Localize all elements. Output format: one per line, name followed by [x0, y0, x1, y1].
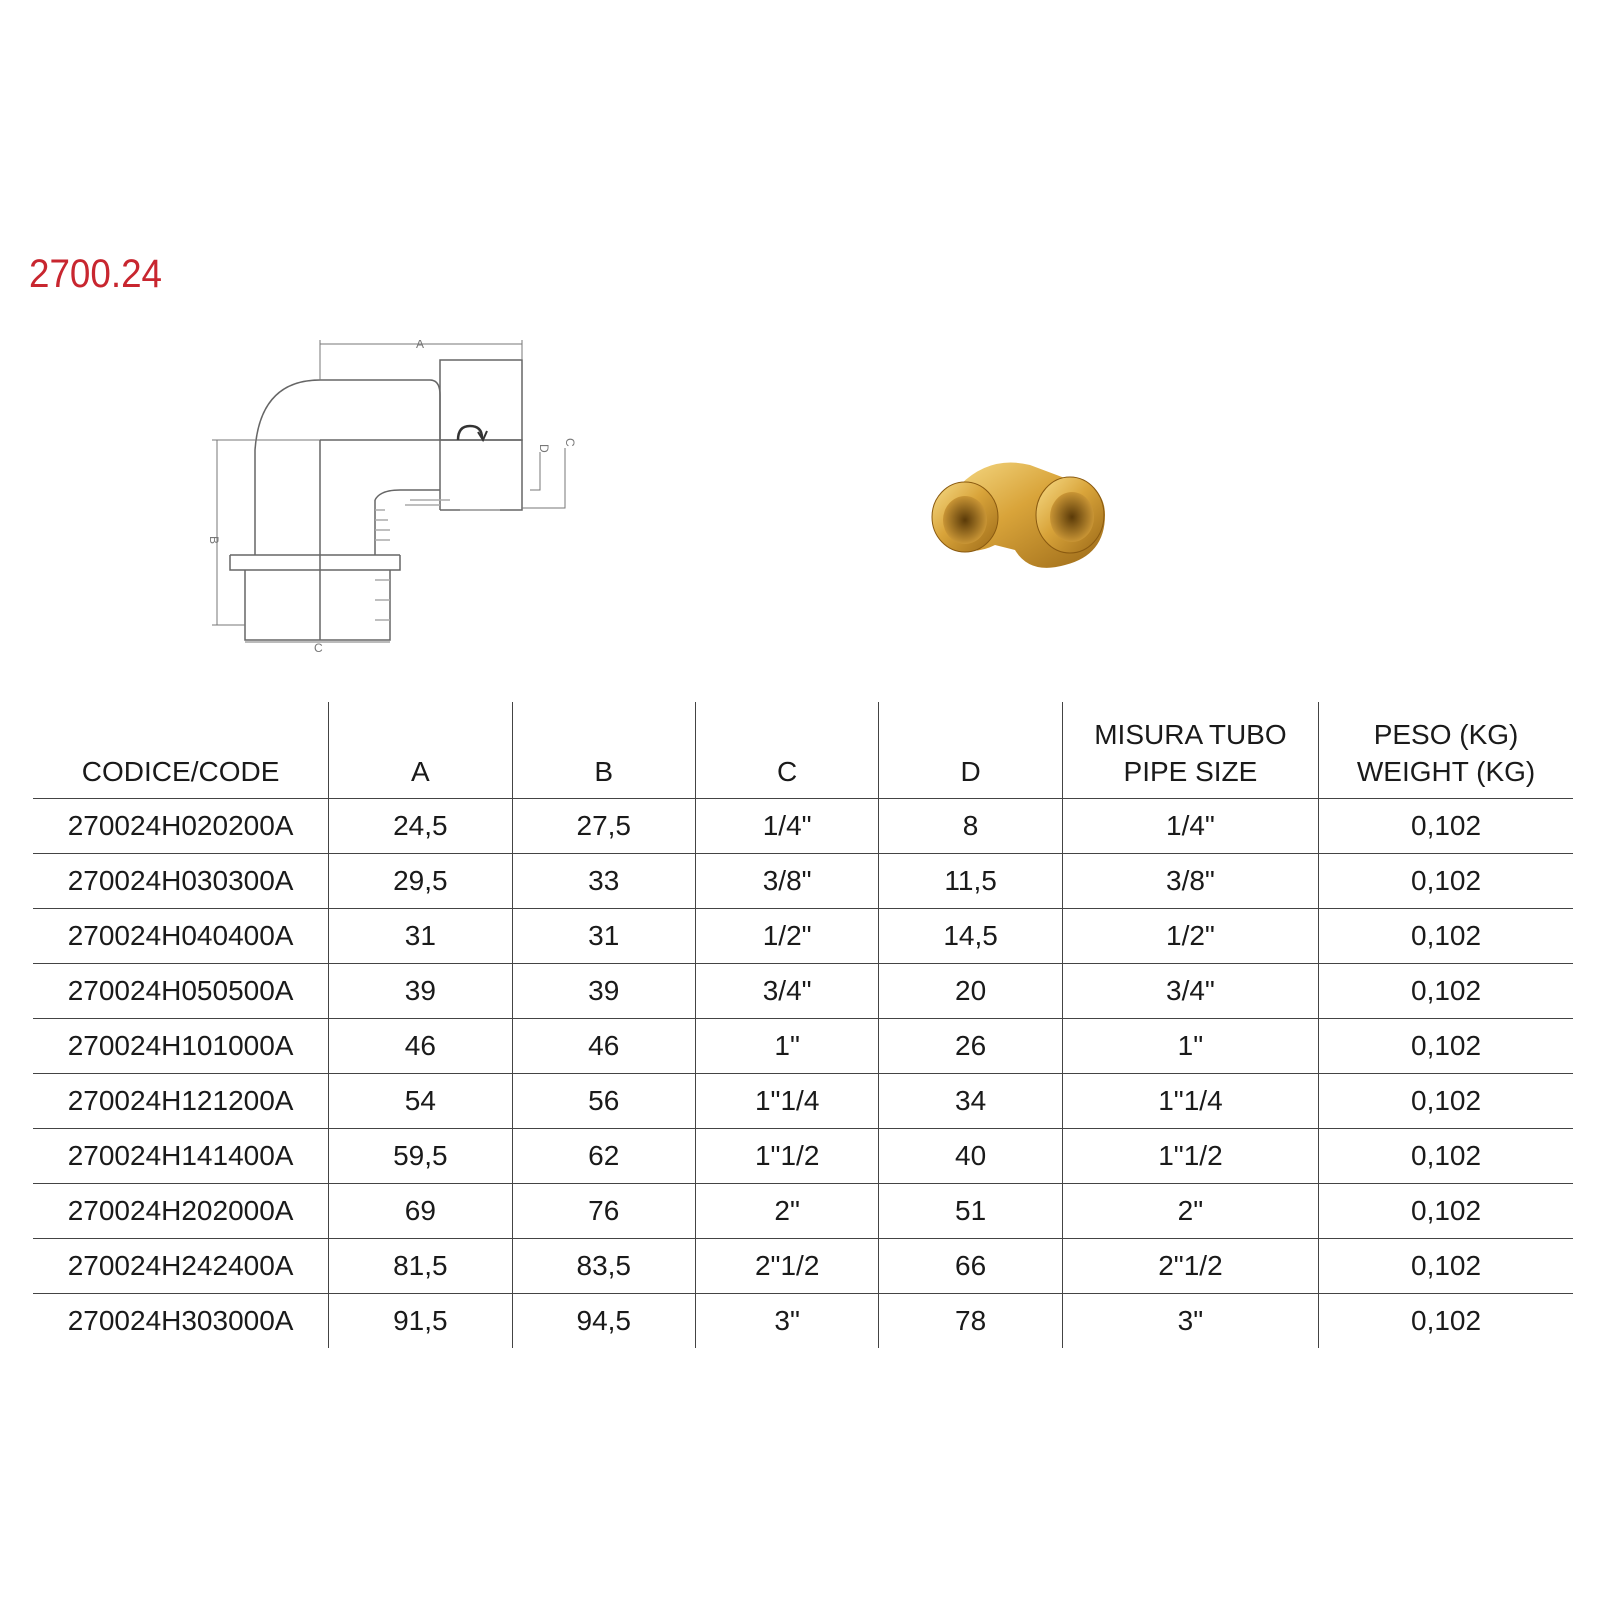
cell-b: 94,5	[512, 1294, 695, 1349]
spec-table	[33, 702, 1573, 1348]
table-row	[33, 1019, 1573, 1074]
cell-a: 59,5	[329, 1129, 512, 1184]
cell-a: 54	[329, 1074, 512, 1129]
cell-pipe-size: 1"1/2	[1062, 1129, 1318, 1184]
cell-a: 29,5	[329, 854, 512, 909]
header-c	[695, 702, 878, 799]
header-pipe-size	[1062, 702, 1318, 799]
cell-b: 31	[512, 909, 695, 964]
cell-c: 1"1/4	[695, 1074, 878, 1129]
header-d-line: D	[960, 756, 981, 787]
cell-a: 46	[329, 1019, 512, 1074]
cell-d: 14,5	[879, 909, 1062, 964]
cell-code: 270024H121200A	[33, 1074, 329, 1129]
dim-label-c-bottom: C	[314, 641, 323, 655]
cell-a: 24,5	[329, 799, 512, 854]
header-code	[33, 702, 329, 799]
cell-weight: 0,102	[1319, 1074, 1573, 1129]
cell-b: 83,5	[512, 1239, 695, 1294]
cell-a: 81,5	[329, 1239, 512, 1294]
cell-d: 20	[879, 964, 1062, 1019]
cell-c: 1/4"	[695, 799, 878, 854]
cell-weight: 0,102	[1319, 799, 1573, 854]
cell-code: 270024H040400A	[33, 909, 329, 964]
cell-d: 40	[879, 1129, 1062, 1184]
cell-weight: 0,102	[1319, 854, 1573, 909]
cell-code: 270024H141400A	[33, 1129, 329, 1184]
cell-code: 270024H242400A	[33, 1239, 329, 1294]
cell-a: 39	[329, 964, 512, 1019]
cell-pipe-size: 1/4"	[1062, 799, 1318, 854]
cell-code: 270024H101000A	[33, 1019, 329, 1074]
header-pipe-size-line: PIPE SIZE	[1123, 756, 1258, 787]
cell-a: 31	[329, 909, 512, 964]
header-d	[879, 702, 1062, 799]
header-weight-line: WEIGHT (KG)	[1356, 756, 1536, 787]
table-row	[33, 1184, 1573, 1239]
cell-code: 270024H020200A	[33, 799, 329, 854]
header-a	[329, 702, 512, 799]
cell-weight: 0,102	[1319, 1294, 1573, 1349]
header-weight	[1319, 702, 1573, 799]
table-row	[33, 1129, 1573, 1184]
cell-b: 62	[512, 1129, 695, 1184]
cell-code: 270024H050500A	[33, 964, 329, 1019]
cell-d: 66	[879, 1239, 1062, 1294]
cell-b: 33	[512, 854, 695, 909]
cell-d: 34	[879, 1074, 1062, 1129]
cell-d: 78	[879, 1294, 1062, 1349]
brass-elbow-photo	[920, 455, 1140, 585]
table-body	[33, 799, 1573, 1349]
cell-b: 46	[512, 1019, 695, 1074]
cell-pipe-size: 3"	[1062, 1294, 1318, 1349]
product-code-title: 2700.24	[29, 252, 163, 296]
table-header-row	[33, 702, 1573, 799]
cell-a: 69	[329, 1184, 512, 1239]
cell-c: 3"	[695, 1294, 878, 1349]
header-b-line: B	[594, 756, 614, 787]
cell-b: 27,5	[512, 799, 695, 854]
cell-b: 76	[512, 1184, 695, 1239]
technical-drawing	[200, 340, 590, 670]
cell-code: 270024H303000A	[67, 1305, 294, 1336]
cell-d: 8	[879, 799, 1062, 854]
cell-pipe-size: 1/2"	[1062, 909, 1318, 964]
cell-b: 56	[512, 1074, 695, 1129]
table-row	[33, 799, 1573, 854]
cell-pipe-size: 1"	[1062, 1019, 1318, 1074]
cell-c: 1/2"	[695, 909, 878, 964]
header-c-line: C	[777, 756, 798, 787]
cell-d: 26	[879, 1019, 1062, 1074]
table-row	[33, 1294, 1573, 1349]
table-row	[33, 1074, 1573, 1129]
cell-c: 1"	[695, 1019, 878, 1074]
cell-a: 91,5	[329, 1294, 512, 1349]
header-weight-line: PESO (KG)	[1373, 719, 1519, 750]
cell-weight: 0,102	[1319, 1019, 1573, 1074]
cell-b: 39	[512, 964, 695, 1019]
dim-label-a: A	[416, 340, 425, 351]
table-row	[33, 854, 1573, 909]
cell-weight: 0,102	[1319, 964, 1573, 1019]
dim-label-c-side: C	[563, 438, 577, 447]
dim-label-b: B	[207, 536, 221, 545]
cell-d: 11,5	[879, 854, 1062, 909]
header-b	[512, 702, 695, 799]
cell-weight: 0,102	[1319, 909, 1573, 964]
table-row	[33, 1239, 1573, 1294]
table-row	[33, 964, 1573, 1019]
header-pipe-size-line: MISURA TUBO	[1094, 719, 1287, 750]
header-code-line: CODICE/CODE	[81, 756, 280, 787]
cell-pipe-size: 3/4"	[1062, 964, 1318, 1019]
cell-pipe-size: 2"1/2	[1062, 1239, 1318, 1294]
cell-c: 2"	[695, 1184, 878, 1239]
cell-weight: 0,102	[1319, 1239, 1573, 1294]
cell-code: 270024H030300A	[33, 854, 329, 909]
table-row	[33, 909, 1573, 964]
cell-d: 51	[879, 1184, 1062, 1239]
cell-pipe-size: 1"1/4	[1062, 1074, 1318, 1129]
cell-weight: 0,102	[1319, 1184, 1573, 1239]
dim-label-d: D	[537, 444, 551, 453]
cell-c: 3/4"	[695, 964, 878, 1019]
cell-c: 3/8"	[695, 854, 878, 909]
cell-pipe-size: 3/8"	[1062, 854, 1318, 909]
header-a-line: A	[411, 756, 430, 787]
cell-c: 2"1/2	[695, 1239, 878, 1294]
cell-weight: 0,102	[1319, 1129, 1573, 1184]
cell-c: 1"1/2	[695, 1129, 878, 1184]
cell-pipe-size: 2"	[1062, 1184, 1318, 1239]
cell-code: 270024H202000A	[33, 1184, 329, 1239]
